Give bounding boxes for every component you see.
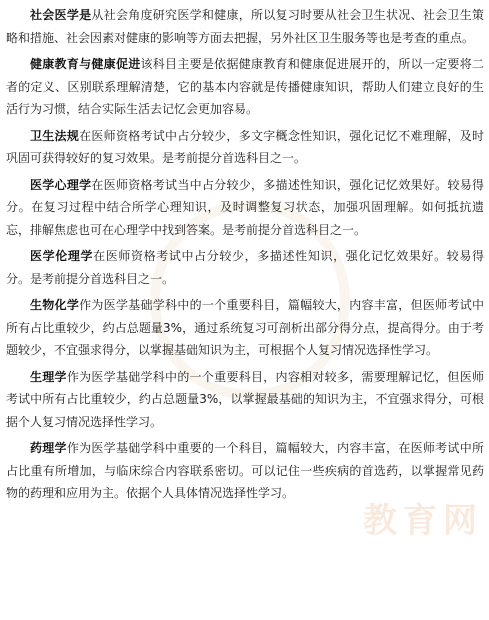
paragraph-text: 从社会角度研究医学和健康，所以复习时要从社会卫生状况、社会卫生策略和措施、社会因素对健康的影响等方面去把握，另外社区卫生服务等也是考查的重点。 <box>6 8 484 45</box>
paragraph-health-law <box>6 125 484 170</box>
paragraph-health-education <box>6 53 484 121</box>
term-heading: 健康教育与健康促进 <box>30 57 141 71</box>
paragraph-text: 在医师资格考试当中占分较少，多描述性知识，强化记忆效果好。较易得分。在复习过程中结合所学心理知识，及时调整复习状态，加强巩固理解。如何抵抗遗忘，排解焦虑也可在心理学中找到答案。是考前提分首选科目之一。 <box>6 177 484 237</box>
paragraph-text: 作为医学基础学科中的一个重要科目，篇幅较大，内容丰富，但医师考试中所有占比重较少，约占总题量3%，通过系统复习可剖析出部分得分点，提高得分。由于考题较少，不宜强求得分，以掌握基础知识为主，可根据个人复习情况选择性学习。 <box>6 298 484 357</box>
term-heading: 医学心理学 <box>30 177 92 192</box>
paragraph-biochemistry <box>6 294 484 362</box>
paragraph-text: 作为医学基础学科中重要的一个科目，篇幅较大，内容丰富，在医师考试中所占比重有所增加，与临床综合内容联系密切。可以记住一些疾病的首选药，以掌握常见药物的药理和应用为主。依据个人具体情况选择性学习。 <box>6 441 484 500</box>
term-heading: 卫生法规 <box>30 128 80 143</box>
paragraph-physiology <box>6 366 484 434</box>
document-body <box>6 4 484 509</box>
paragraph-pharmacology <box>6 437 484 505</box>
paragraph-medical-psychology <box>6 174 484 242</box>
term-heading: 社会医学是 <box>30 8 92 22</box>
term-heading: 药理学 <box>30 441 67 455</box>
paragraph-text: 在医师资格考试中占分较少，多文字概念性知识，强化记忆不难理解，及时巩固可获得较好的复习效果。是考前提分首选科目之一。 <box>6 128 484 165</box>
watermark-text: 教育网 <box>363 501 483 541</box>
paragraph-text: 该科目主要是依据健康教育和健康促进展开的，所以一定要将二者的定义、区别联系理解清楚，它的基本内容就是传播健康知识，帮助人们建立良好的生活行为习惯，结合实际生活去记忆会更加容易。 <box>6 57 484 116</box>
paragraph-text: 在医师资格考试中占分较少，多描述性知识，强化记忆效果好。较易得分。是考前提分首选科目之一。 <box>6 249 484 286</box>
term-heading: 医学伦理学 <box>30 249 94 263</box>
term-heading: 生理学 <box>30 369 67 384</box>
paragraph-medical-ethics <box>6 245 484 290</box>
term-heading: 生物化学 <box>30 298 80 312</box>
paragraph-text: 作为医学基础学科中的一个重要科目，内容相对较多，需要理解记忆，但医师考试中所有占比重较少，约占总题量3%，以掌握最基础的知识为主，不宜强求得分，可根据个人复习情况选择性学习。 <box>6 369 484 429</box>
paragraph-social-medicine <box>6 4 484 49</box>
